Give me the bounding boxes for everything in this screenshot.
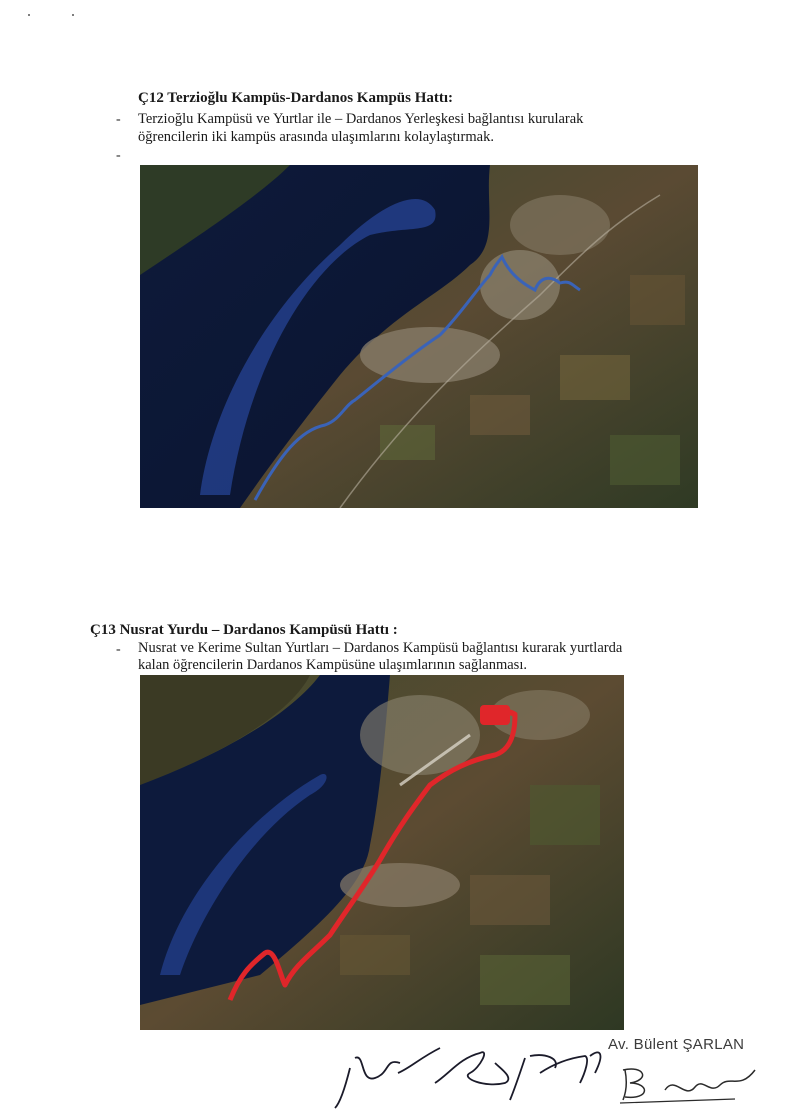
scan-speck <box>28 14 30 16</box>
signatory-name: Av. Bülent ŞARLAN <box>608 1036 745 1053</box>
section-text-c13-line1: Nusrat ve Kerime Sultan Yurtları – Dardanos Kampüsü bağlantısı kurarak yurtlarda <box>138 640 623 656</box>
signature-mark <box>615 1055 775 1105</box>
handwritten-signatures <box>330 1028 630 1110</box>
bullet-dash: - <box>116 148 121 163</box>
bullet-dash: - <box>116 642 121 657</box>
section-heading-c12: Ç12 Terzioğlu Kampüs-Dardanos Kampüs Hattı: <box>138 90 454 106</box>
route-map-c13 <box>140 675 624 1030</box>
section-text-c13-line2: kalan öğrencilerin Dardanos Kampüsüne ulaşımlarının sağlanması. <box>138 657 527 673</box>
route-map-c12 <box>140 165 698 508</box>
bullet-dash: - <box>116 112 121 127</box>
scan-speck <box>72 14 74 16</box>
section-text-c12-line2: öğrencilerin iki kampüs arasında ulaşımlarını kolaylaştırmak. <box>138 129 494 145</box>
section-text-c12-line1: Terzioğlu Kampüsü ve Yurtlar ile – Dardanos Yerleşkesi bağlantısı kurularak <box>138 111 584 127</box>
section-heading-c13: Ç13 Nusrat Yurdu – Dardanos Kampüsü Hattı : <box>90 622 398 638</box>
